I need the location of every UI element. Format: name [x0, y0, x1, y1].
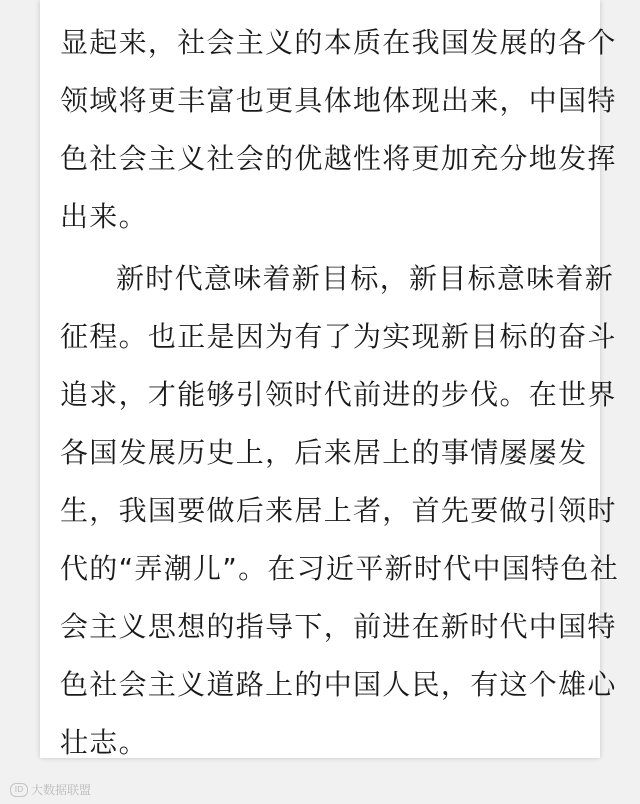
watermark-text: 大数据联盟 — [31, 783, 92, 797]
paragraph-line: 领域将更丰富也更具体地体现出来，中国特 — [60, 84, 617, 117]
paragraph-line: 新时代意味着新目标，新目标意味着新 — [116, 262, 615, 295]
paragraph-line: 代的“弄潮儿”。在习近平新时代中国特色社 — [60, 552, 620, 585]
watermark — [10, 781, 91, 798]
paragraph-line: 壮志。 — [60, 726, 148, 759]
paragraph-line: 色社会主义道路上的中国人民，有这个雄心 — [60, 668, 617, 701]
paragraph-line: 征程。也正是因为有了为实现新目标的奋斗 — [60, 320, 617, 353]
article-page — [40, 0, 620, 759]
paragraph-line: 生，我国要做后来居上者，首先要做引领时 — [60, 494, 617, 527]
paragraph-2 — [60, 250, 620, 772]
paragraph-line: 显起来，社会主义的本质在我国发展的各个 — [60, 26, 617, 59]
paragraph-line: 各国发展历史上，后来居上的事情屡屡发 — [60, 436, 588, 469]
paragraph-line: 会主义思想的指导下，前进在新时代中国特 — [60, 610, 617, 643]
watermark-logo-icon: ID — [10, 783, 28, 797]
paragraph-line: 追求，才能够引领时代前进的步伐。在世界 — [60, 378, 617, 411]
paragraph-line: 出来。 — [60, 200, 148, 233]
paragraph-line: 色社会主义社会的优越性将更加充分地发挥 — [60, 142, 617, 175]
paragraph-1 — [60, 14, 617, 246]
